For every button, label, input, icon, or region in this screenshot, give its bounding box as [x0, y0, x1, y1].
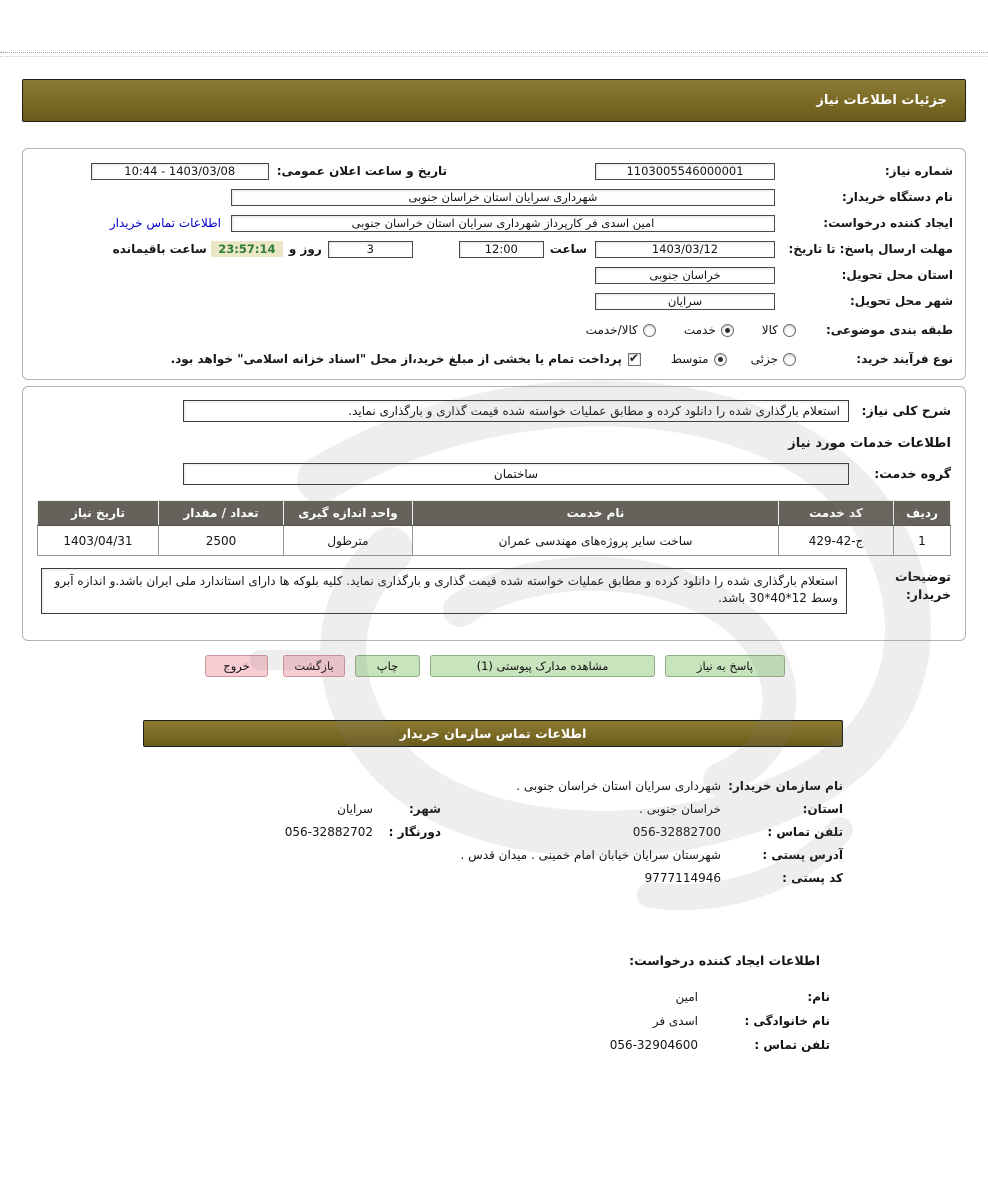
- contact-city-value: سرایان: [337, 802, 373, 816]
- minor-process-radio-label: جزئی: [750, 352, 778, 366]
- announce-datetime-field[interactable]: 10:44 - 1403/03/08: [91, 163, 269, 180]
- need-number-field[interactable]: 1103005546000001: [595, 163, 775, 180]
- creator-name-label: نام:: [807, 990, 830, 1004]
- medium-process-radio[interactable]: [714, 353, 727, 366]
- contact-address-label: آدرس پستی :: [762, 848, 843, 862]
- service-group-row: [37, 463, 951, 485]
- deadline-row: [35, 236, 953, 262]
- goods-radio[interactable]: [783, 324, 796, 337]
- subject-classification-label: طبقه بندی موضوعی:: [825, 323, 953, 337]
- delivery-city-label: شهر محل تحویل:: [849, 294, 953, 308]
- col-header-need-date: تاریخ نیاز: [38, 501, 159, 526]
- services-section-title: اطلاعات خدمات مورد نیاز: [788, 436, 951, 451]
- cell-quantity: 2500: [159, 526, 284, 556]
- contact-province-value: خراسان جنوبی .: [639, 802, 721, 816]
- contact-fax-label: دورنگار :: [388, 825, 441, 839]
- delivery-province-field[interactable]: خراسان جنوبی: [595, 267, 775, 284]
- remaining-hours-label: ساعت باقیمانده: [112, 242, 207, 256]
- minor-process-radio[interactable]: [783, 353, 796, 366]
- need-summary-label: شرح کلی نیاز:: [861, 403, 951, 418]
- creator-section-title: اطلاعات ایجاد کننده درخواست:: [629, 953, 820, 968]
- need-number-label: شماره نیاز:: [884, 164, 953, 178]
- buyer-contact-info: [143, 779, 843, 885]
- creator-family-label: نام خانوادگی :: [744, 1014, 830, 1028]
- service-radio[interactable]: [721, 324, 734, 337]
- need-number-row: [35, 158, 953, 184]
- goods-radio-label: کالا: [761, 323, 778, 337]
- creator-info: [270, 990, 830, 1052]
- delivery-province-row: [35, 262, 953, 288]
- deadline-label: مهلت ارسال پاسخ: تا تاریخ:: [788, 242, 953, 256]
- col-header-unit: واحد اندازه گیری: [284, 501, 413, 526]
- deadline-time-field[interactable]: 12:00: [459, 241, 544, 258]
- buyer-org-field[interactable]: شهرداری سرایان استان خراسان جنوبی: [231, 189, 775, 206]
- request-creator-field[interactable]: امین اسدی فر کارپرداز شهرداری سرایان استان خراسان جنوبی: [231, 215, 775, 232]
- treasury-checkbox[interactable]: [628, 353, 641, 366]
- action-buttons: [205, 655, 785, 677]
- view-attachments-button[interactable]: مشاهده مدارک پیوستی (1): [430, 655, 655, 677]
- cell-service-name: ساخت سایر پروژه‌های مهندسی عمران: [413, 526, 779, 556]
- col-header-service-code: کد خدمت: [779, 501, 894, 526]
- creator-name-value: امین: [675, 990, 698, 1004]
- contact-city-label: شهر:: [409, 802, 441, 816]
- top-divider: [0, 52, 988, 53]
- respond-to-need-button[interactable]: پاسخ به نیاز: [665, 655, 785, 677]
- days-and-label: روز و: [288, 242, 322, 256]
- postal-code-value: 9777114946: [644, 871, 721, 885]
- cell-need-date: 1403/04/31: [38, 526, 159, 556]
- buyer-notes-field[interactable]: استعلام بارگذاری شده را دانلود کرده و مطابق عملیات خواسته شده قیمت گذاری و بارگذاری نماید. کلیه بلوکه ها دارای استاندارد ملی ایران باشد.و اندازه آبرو وسط 12*40*30 باشد.: [41, 568, 847, 614]
- request-creator-row: [35, 210, 953, 236]
- buyer-org-label: نام دستگاه خریدار:: [842, 190, 953, 204]
- delivery-city-row: [35, 288, 953, 314]
- cell-service-code: ج-42-429: [779, 526, 894, 556]
- buyer-contact-link[interactable]: اطلاعات تماس خریدار: [109, 216, 221, 230]
- service-group-label: گروه خدمت:: [874, 466, 951, 481]
- buyer-org-row: [35, 184, 953, 210]
- org-name-label: نام سازمان خریدار:: [728, 779, 843, 793]
- purchase-process-row: [35, 346, 953, 372]
- print-button[interactable]: چاپ: [355, 655, 420, 677]
- contact-address-value: شهرستان سرایان خیابان امام خمینی . میدان قدس .: [460, 848, 721, 862]
- treasury-note: پرداخت تمام یا بخشی از مبلغ خرید،از محل "اسناد خزانه اسلامی" خواهد بود.: [170, 352, 622, 366]
- contact-province-label: استان:: [802, 802, 843, 816]
- creator-family-value: اسدی فر: [652, 1014, 698, 1028]
- delivery-province-label: استان محل تحویل:: [841, 268, 953, 282]
- cell-unit: مترطول: [284, 526, 413, 556]
- top-divider-2: [0, 56, 988, 57]
- purchase-process-label: نوع فرآیند خرید:: [856, 352, 953, 366]
- remaining-days-field[interactable]: 3: [328, 241, 413, 258]
- page-header-bar: [22, 79, 966, 122]
- service-info-panel: [22, 386, 966, 641]
- col-header-quantity: تعداد / مقدار: [159, 501, 284, 526]
- buyer-contact-title: اطلاعات تماس سازمان خریدار: [399, 726, 587, 741]
- need-summary-field[interactable]: استعلام بارگذاری شده را دانلود کرده و مطابق عملیات خواسته شده قیمت گذاری و بارگذاری نماید.: [183, 400, 849, 422]
- creator-phone-label: تلفن تماس :: [754, 1038, 830, 1052]
- subject-classification-row: [35, 317, 953, 343]
- deadline-date-field[interactable]: 1403/03/12: [595, 241, 775, 258]
- medium-process-radio-label: متوسط: [670, 352, 709, 366]
- goods-service-radio-label: کالا/خدمت: [585, 323, 638, 337]
- announce-datetime-label: تاریخ و ساعت اعلان عمومی:: [276, 164, 447, 178]
- deadline-hour-label: ساعت: [549, 242, 587, 256]
- request-info-panel: [22, 148, 966, 380]
- contact-fax-value: 056-32882702: [284, 825, 373, 839]
- contact-phone-value: 056-32882700: [632, 825, 721, 839]
- request-creator-label: ایجاد کننده درخواست:: [823, 216, 953, 230]
- goods-service-radio[interactable]: [643, 324, 656, 337]
- table-row: [38, 526, 951, 556]
- postal-code-label: کد پستی :: [782, 871, 843, 885]
- buyer-contact-header-bar: [143, 720, 843, 747]
- col-header-service-name: نام خدمت: [413, 501, 779, 526]
- contact-phone-label: تلفن تماس :: [767, 825, 843, 839]
- col-header-row-number: ردیف: [894, 501, 951, 526]
- cell-row-number: 1: [894, 526, 951, 556]
- need-summary-row: [37, 400, 951, 422]
- buyer-notes-label: توضیحات خریدار:: [895, 569, 951, 603]
- creator-phone-value: 056-32904600: [609, 1038, 698, 1052]
- buyer-notes-row: [37, 568, 951, 614]
- exit-button[interactable]: خروج: [205, 655, 268, 677]
- service-group-field[interactable]: ساختمان: [183, 463, 849, 485]
- service-radio-label: خدمت: [683, 323, 716, 337]
- page-title: جزئیات اطلاعات نیاز: [816, 93, 947, 108]
- countdown-timer: 23:57:14: [211, 241, 283, 257]
- delivery-city-field[interactable]: سرایان: [595, 293, 775, 310]
- table-header-row: [38, 501, 951, 526]
- service-items-table: [37, 500, 951, 556]
- org-name-value: شهرداری سرایان استان خراسان جنوبی .: [516, 779, 721, 793]
- back-button[interactable]: بازگشت: [283, 655, 345, 677]
